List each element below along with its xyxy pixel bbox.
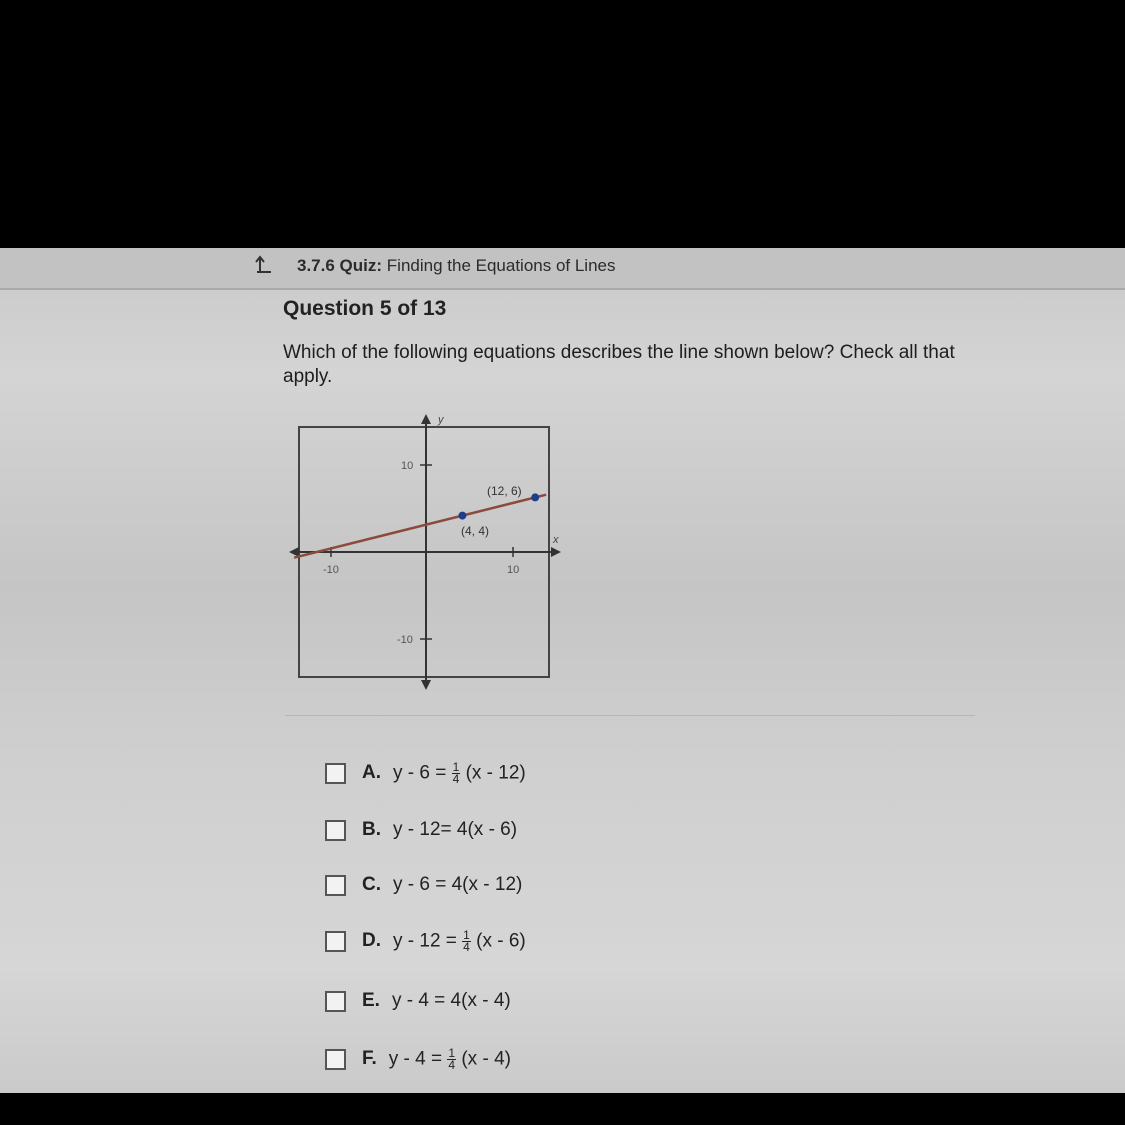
choice-equation [393, 759, 526, 786]
choice-letter: F. [362, 1048, 377, 1069]
equation-rhs: (x - 6) [476, 930, 526, 952]
y-axis-top-arrow [421, 414, 431, 424]
y-axis-bottom-arrow [421, 680, 431, 690]
equation-lhs: y - 4 = [388, 1048, 448, 1070]
choice-equation: y - 6 = 4(x - 12) [393, 874, 523, 895]
choice-letter: A. [362, 762, 381, 783]
checkbox-f[interactable] [325, 1049, 346, 1070]
checkbox-c[interactable] [325, 875, 346, 896]
fraction-numerator: 1 [463, 927, 470, 942]
point-4-4-label: (4, 4) [461, 524, 490, 538]
choice-d[interactable] [325, 926, 526, 956]
equation-rhs: (x - 4) [461, 1048, 511, 1070]
choice-e[interactable] [325, 986, 511, 1016]
quiz-number: 3.7.6 [297, 256, 335, 275]
quiz-name: Finding the Equations of Lines [386, 256, 616, 275]
choice-equation [393, 927, 526, 954]
choice-f[interactable] [325, 1044, 511, 1074]
quiz-screen [0, 248, 1125, 1093]
x-tick-label-pos: 10 [507, 564, 520, 576]
plotted-line [294, 495, 546, 558]
x-axis-right-arrow [551, 547, 561, 557]
choice-equation: y - 12= 4(x - 6) [393, 819, 518, 840]
choice-equation [388, 1045, 511, 1072]
equation-lhs: y - 12 = [393, 930, 463, 952]
question-number: Question 5 of 13 [283, 297, 447, 320]
fraction [452, 759, 461, 786]
choice-letter: B. [362, 819, 381, 840]
checkbox-a[interactable] [325, 763, 346, 784]
quiz-label: Quiz: [339, 256, 383, 275]
point-4-4 [458, 512, 466, 520]
fraction-denominator: 4 [448, 1057, 456, 1072]
choice-c[interactable] [325, 870, 522, 900]
checkbox-e[interactable] [325, 991, 346, 1012]
equation-rhs: (x - 12) [465, 762, 526, 784]
quiz-header-bar [0, 248, 1125, 290]
x-axis-label: x [553, 534, 559, 546]
choice-a[interactable] [325, 758, 526, 788]
choice-equation: y - 4 = 4(x - 4) [391, 990, 511, 1011]
fraction [462, 927, 471, 954]
fraction [447, 1045, 456, 1072]
checkbox-d[interactable] [325, 931, 346, 952]
back-arrow-icon[interactable] [254, 254, 274, 276]
divider [285, 715, 975, 716]
checkbox-b[interactable] [325, 820, 346, 841]
fraction-numerator: 1 [448, 1045, 456, 1060]
fraction-denominator: 4 [452, 771, 460, 786]
fraction-denominator: 4 [463, 939, 470, 954]
fraction-numerator: 1 [452, 759, 460, 774]
choice-letter: E. [362, 990, 380, 1011]
y-tick-label-pos: 10 [401, 460, 414, 472]
point-12-6-label: (12, 6) [487, 484, 522, 498]
choice-letter: D. [362, 930, 381, 951]
x-tick-label-neg: -10 [323, 564, 339, 576]
y-axis-label: y [438, 414, 444, 426]
choice-letter: C. [362, 874, 381, 895]
quiz-title [297, 256, 616, 276]
y-tick-label-neg: -10 [397, 634, 413, 646]
x-axis-left-arrow [289, 547, 299, 557]
point-12-6 [531, 493, 539, 501]
choice-b[interactable] [325, 815, 517, 845]
coordinate-graph [285, 411, 565, 701]
question-prompt: Which of the following equations describes the line shown below? Check all that apply. [283, 342, 955, 387]
equation-lhs: y - 6 = [393, 762, 452, 784]
